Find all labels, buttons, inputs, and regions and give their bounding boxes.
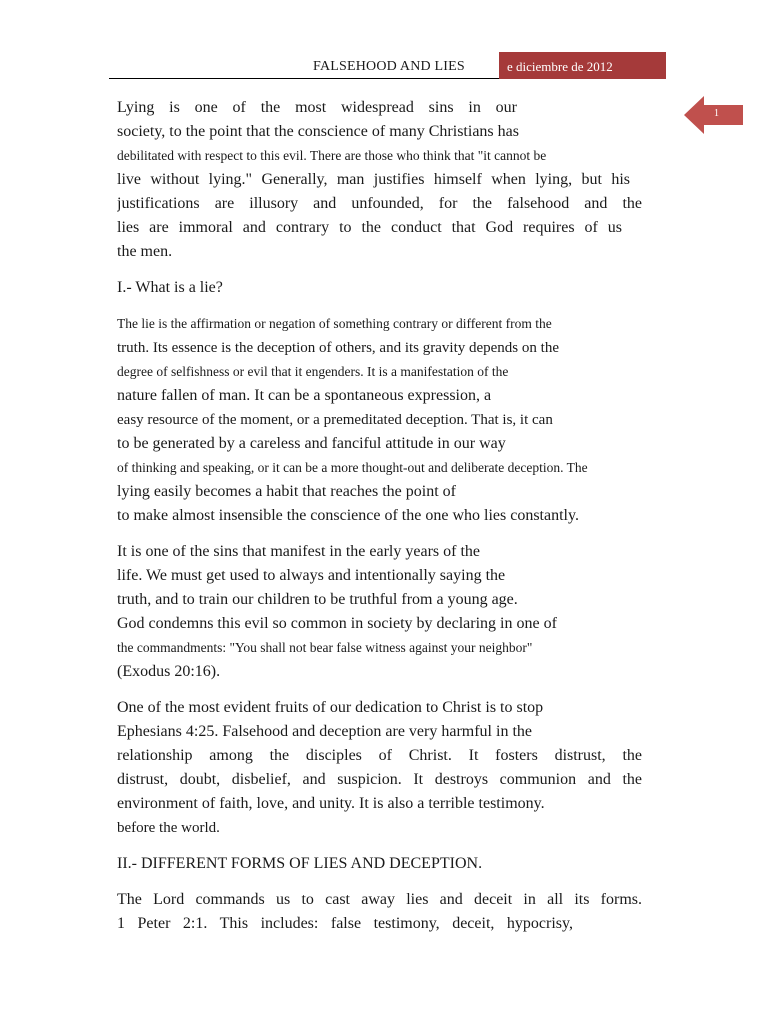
text-line: truth. Its essence is the deception of others, and its gravity depends on the <box>117 340 559 356</box>
text-line: Lying is one of the most widespread sins in our <box>117 99 517 116</box>
text-line: nature fallen of man. It can be a spontaneous expression, a <box>117 387 492 404</box>
section-heading: I.- What is a lie? <box>117 279 223 296</box>
text-line: the men. <box>117 243 173 260</box>
paragraph-early-years <box>117 540 642 684</box>
text-line: to make almost insensible the conscience of the one who lies constantly. <box>117 507 579 524</box>
header-date-banner: e diciembre de 2012 <box>499 52 666 79</box>
text-line: The lie is the affirmation or negation of something contrary or different from the <box>117 316 552 331</box>
text-line: God condemns this evil so common in society by declaring in one of <box>117 615 557 632</box>
page-number: 1 <box>714 108 719 119</box>
text-line: distrust, doubt, disbelief, and suspicion. It destroys communion and the <box>117 771 642 788</box>
text-line: the commandments: "You shall not bear false witness against your neighbor" <box>117 640 533 655</box>
text-line: easy resource of the moment, or a premeditated deception. That is, it can <box>117 412 553 428</box>
text-line: society, to the point that the conscience of many Christians has <box>117 123 519 140</box>
text-line: Ephesians 4:25. Falsehood and deception are very harmful in the <box>117 723 532 740</box>
text-line: The Lord commands us to cast away lies and deceit in all its forms. <box>117 891 642 908</box>
text-line: life. We must get used to always and intentionally saying the <box>117 567 506 584</box>
text-line: (Exodus 20:16). <box>117 663 221 680</box>
text-line: environment of faith, love, and unity. It is also a terrible testimony. <box>117 795 545 812</box>
section-heading: II.- DIFFERENT FORMS OF LIES AND DECEPTION. <box>117 855 483 872</box>
text-line: lies are immoral and contrary to the conduct that God requires of us <box>117 219 622 236</box>
text-line: to be generated by a careless and fanciful attitude in our way <box>117 435 506 452</box>
text-line: relationship among the disciples of Christ. It fosters distrust, the <box>117 747 642 764</box>
header-title: FALSEHOOD AND LIES <box>313 59 465 74</box>
document-body <box>117 96 642 936</box>
text-line: It is one of the sins that manifest in the early years of the <box>117 543 481 560</box>
text-line: before the world. <box>117 820 220 836</box>
text-line: of thinking and speaking, or it can be a more thought-out and deliberate deception. The <box>117 460 588 475</box>
text-line: degree of selfishness or evil that it engenders. It is a manifestation of the <box>117 364 509 379</box>
text-line: justifications are illusory and unfounded, for the falsehood and the <box>117 195 642 212</box>
text-line: live without lying." Generally, man justifies himself when lying, but his <box>117 171 630 188</box>
text-line: debilitated with respect to this evil. There are those who think that "it cannot be <box>117 148 547 163</box>
header-rule <box>109 78 499 79</box>
text-line: 1 Peter 2:1. This includes: false testimony, deceit, hypocrisy, <box>117 915 573 932</box>
text-line: One of the most evident fruits of our dedication to Christ is to stop <box>117 699 544 716</box>
text-line: lying easily becomes a habit that reaches the point of <box>117 483 456 500</box>
paragraph-fruits <box>117 696 642 840</box>
page-number-marker <box>684 96 744 134</box>
paragraph-forms <box>117 888 642 936</box>
text-line: truth, and to train our children to be truthful from a young age. <box>117 591 518 608</box>
paragraph-intro <box>117 96 642 264</box>
paragraph-definition <box>117 312 642 528</box>
